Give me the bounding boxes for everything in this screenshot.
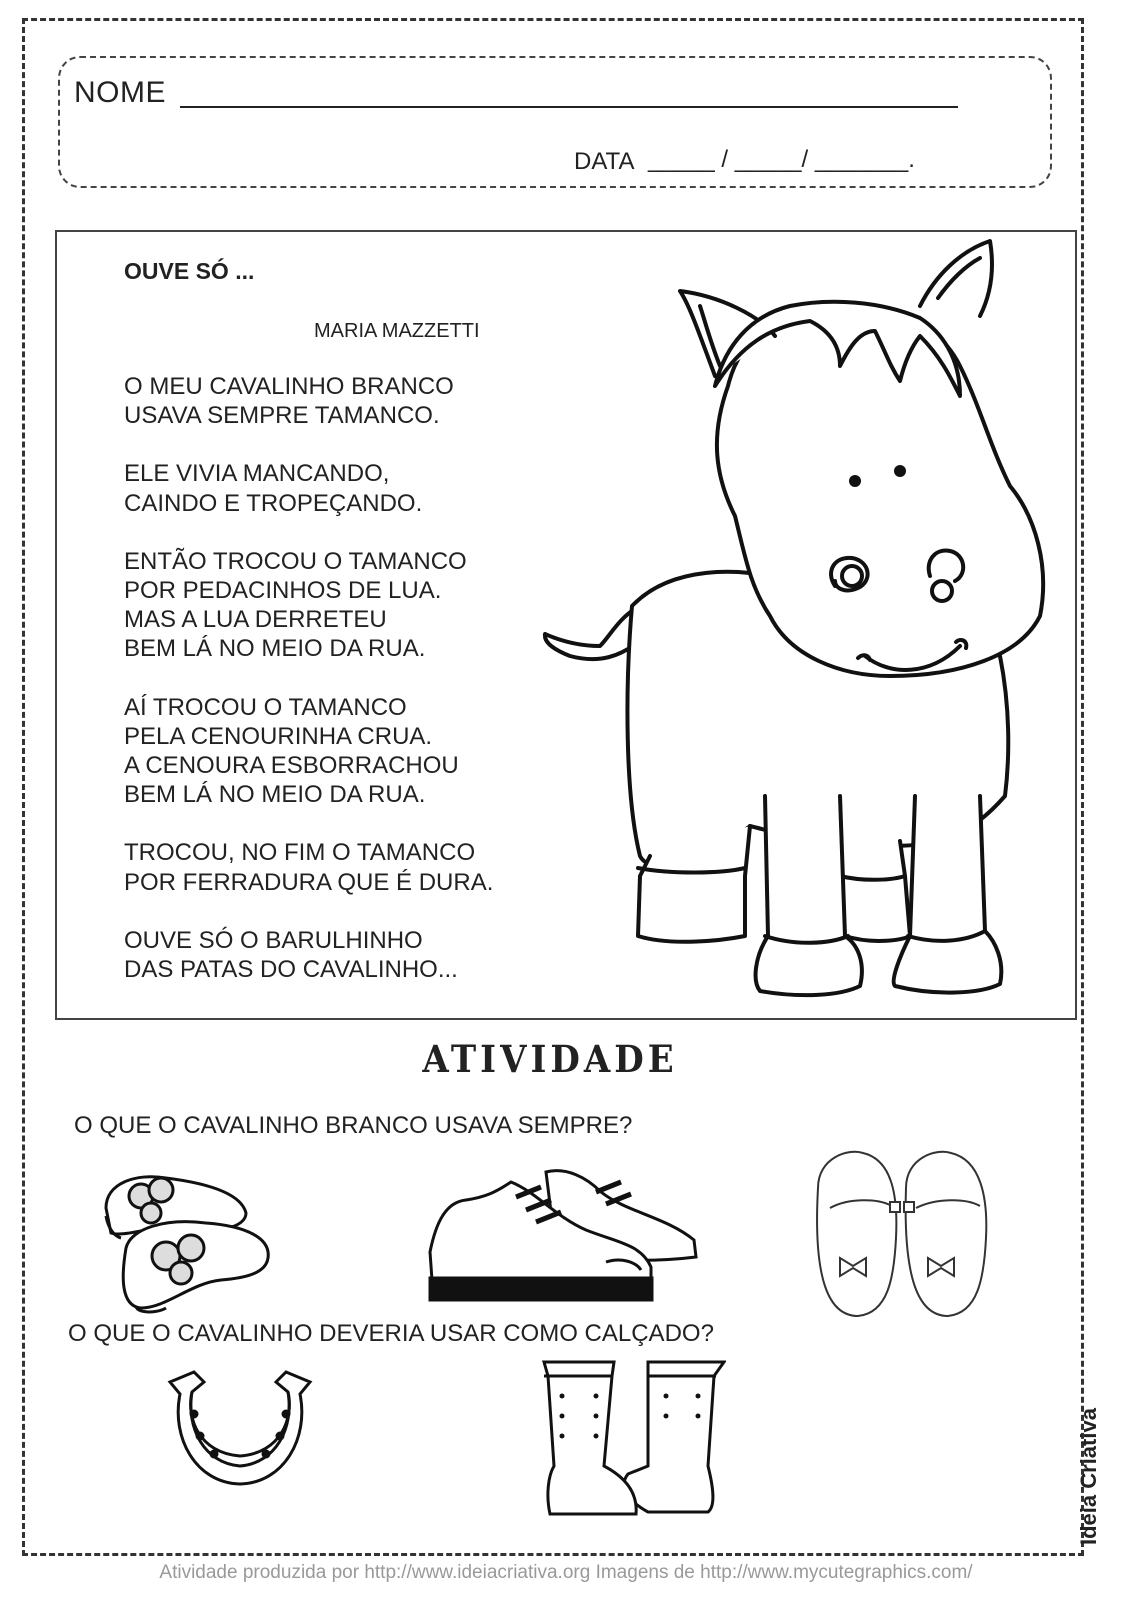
poem-line: PELA CENOURINHA CRUA. [124,722,433,750]
poem-line: ELE VIVIA MANCANDO, [124,460,390,488]
poem-line: A CENOURA ESBORRACHOU [124,752,459,780]
question-1: O QUE O CAVALINHO BRANCO USAVA SEMPRE? [74,1112,633,1139]
poem-line: BEM LÁ NO MEIO DA RUA. [124,781,426,809]
poem-line: AÍ TROCOU O TAMANCO [124,693,407,721]
poem-stanza [124,926,493,984]
date-label: DATA [574,148,635,175]
footer-credits: Atividade produzida por http://www.ideiacriativa.org Imagens de http://www.mycutegraphics.com/ [159,1562,973,1583]
name-label: NOME [74,76,166,109]
poem-line: TROCOU, NO FIM O TAMANCO [124,839,476,867]
side-brand-text: Ideia Criativa [1076,1408,1101,1545]
clog-sandals-icon[interactable] [96,1168,276,1316]
lace-up-shoes-icon[interactable] [426,1162,702,1306]
poem-stanza [124,838,493,896]
poem-stanza [124,372,493,430]
poem-stanza [124,459,493,517]
poem-text [124,372,493,1013]
poem-line: ENTÃO TROCOU O TAMANCO [124,547,467,575]
poem-line: BEM LÁ NO MEIO DA RUA. [124,635,426,663]
poem-line: POR PEDACINHOS DE LUA. [124,577,442,605]
poem-line: USAVA SEMPRE TAMANCO. [124,402,440,430]
horse-illustration [540,236,1070,1006]
poem-line: DAS PATAS DO CAVALINHO... [124,956,458,984]
poem-title: OUVE SÓ ... [124,258,255,284]
boots-icon[interactable] [538,1356,726,1518]
poem-line: CAINDO E TROPEÇANDO. [124,489,423,517]
name-blank-line [180,106,958,108]
horseshoe-icon[interactable] [164,1368,316,1490]
poem-stanza [124,693,493,810]
activity-heading: ATIVIDADE [422,1038,678,1082]
poem-line: POR FERRADURA QUE É DURA. [124,868,494,896]
poem-author: MARIA MAZZETTI [314,320,480,342]
poem-line: OUVE SÓ O BARULHINHO [124,926,423,954]
mary-jane-shoes-icon[interactable] [808,1148,994,1320]
question-2: O QUE O CAVALINHO DEVERIA USAR COMO CALÇADO? [68,1320,714,1347]
poem-stanza [124,547,493,664]
poem-line: MAS A LUA DERRETEU [124,606,387,634]
poem-line: O MEU CAVALINHO BRANCO [124,373,454,400]
date-blanks: _____ / _____/ _______. [648,146,915,173]
